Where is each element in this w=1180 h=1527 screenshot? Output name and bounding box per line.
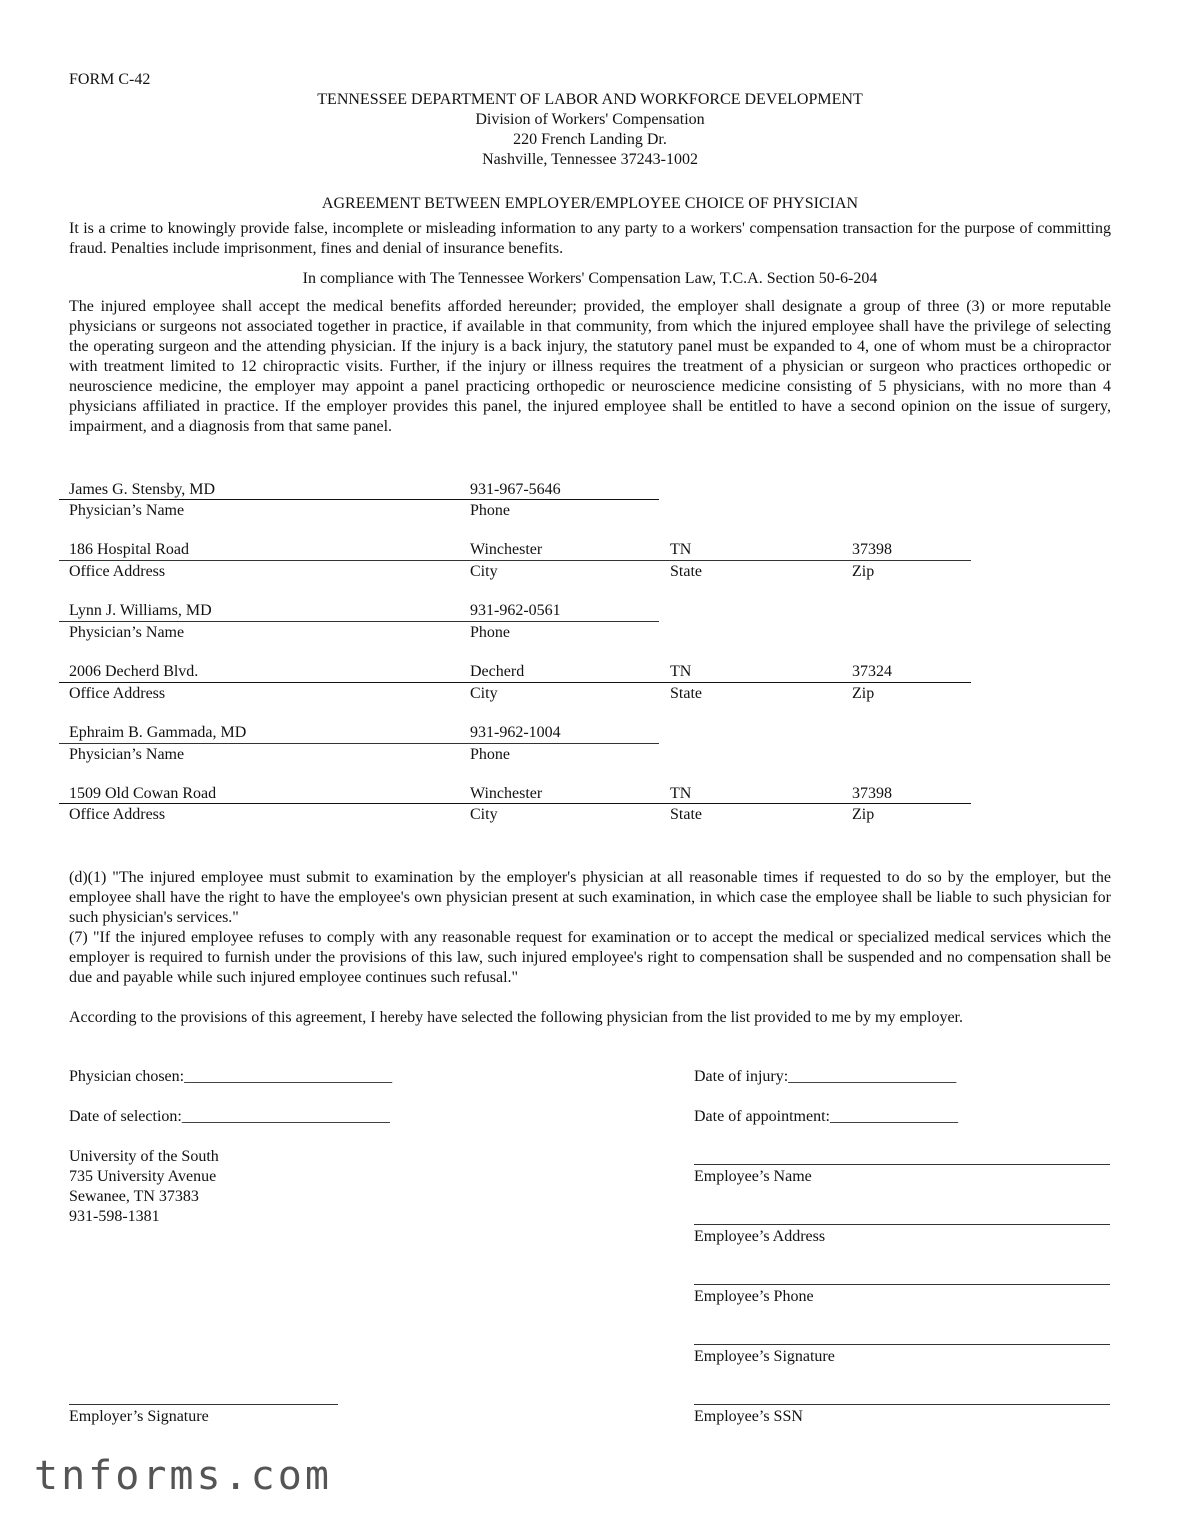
zip-label: Zip [852,806,875,823]
office-address-label: Office Address [69,806,166,823]
department-city-line: Nashville, Tennessee 37243-1002 [482,151,698,168]
zip-value: 37398 [852,541,892,558]
physician-chosen-field[interactable]: Physician chosen:__________________________ [69,1068,393,1085]
employee-name-label: Employee’s Name [694,1168,812,1185]
city-label: City [470,685,498,702]
statute-d1: (d)(1) "The injured employee must submit to examination by the employer's physician at all reasonable times if requested to do so by the employer, but the employee shall have the right to have the employee's own physician present at such examination, in which case the employee shall be liable to such physician for such physician's services." [69,869,1111,926]
city-value: Decherd [470,663,525,680]
zip-label: Zip [852,563,875,580]
department-name: TENNESSEE DEPARTMENT OF LABOR AND WORKFORCE DEVELOPMENT [317,91,863,108]
employee-address-label: Employee’s Address [694,1228,826,1245]
name-phone-rule [59,743,659,744]
city-value: Winchester [470,541,543,558]
department-street: 220 French Landing Dr. [513,131,667,148]
fraud-warning: It is a crime to knowingly provide false, incomplete or misleading information to any party to a workers' compensation transaction for the purpose of committing fraud. Penalties include imprisonment, fines and denial of insurance benefits. [69,220,1111,257]
compliance-line: In compliance with The Tennessee Workers' Compensation Law, T.C.A. Section 50-6-204 [302,270,878,287]
name-phone-rule [59,621,659,622]
employer-name: University of the South [69,1148,219,1165]
employee-signature-line[interactable] [694,1344,1110,1345]
physician-name-label: Physician’s Name [69,624,185,641]
physician-name-value: Ephraim B. Gammada, MD [69,724,247,741]
employee-signature-label: Employee’s Signature [694,1348,835,1365]
agreement-title: AGREEMENT BETWEEN EMPLOYER/EMPLOYEE CHOICE OF PHYSICIAN [321,195,859,212]
zip-label: Zip [852,685,875,702]
date-of-appointment-field[interactable]: Date of appointment:________________ [694,1108,958,1125]
physician-phone-value: 931-967-5646 [470,481,561,498]
state-value: TN [670,663,692,680]
address-rule [59,560,971,561]
office-address-value: 1509 Old Cowan Road [69,785,217,802]
phone-label: Phone [470,624,510,641]
state-label: State [670,806,702,823]
office-address-value: 186 Hospital Road [69,541,189,558]
employee-ssn-line[interactable] [694,1404,1110,1405]
division-name: Division of Workers' Compensation [475,111,705,128]
physician-name-label: Physician’s Name [69,502,185,519]
date-of-injury-field[interactable]: Date of injury:_____________________ [694,1068,957,1085]
employee-phone-label: Employee’s Phone [694,1288,814,1305]
state-value: TN [670,541,692,558]
city-value: Winchester [470,785,543,802]
employer-signature-label: Employer’s Signature [69,1408,209,1425]
intro-paragraph: The injured employee shall accept the medical benefits afforded hereunder; provided, the employer shall designate a group of three (3) or more reputable physicians or surgeons not associated together in practice, if available in that community, from which the injured employee shall have the privilege of selecting the operating surgeon and the attending physician. If the injury is a back injury, the statutory panel must be expanded to 4, one of whom must be a chiropractor with treatment limited to 12 chiropractic visits. Further, if the injury or illness requires the treatment of a physician or surgeon who practices orthopedic or neuroscience medicine, the employer may appoint a panel practicing orthopedic or neuroscience medicine consisting of 5 physicians, with no more than 4 physicians affiliated in practice. If the employer provides this panel, the injured employee shall be entitled to have a second opinion on the issue of surgery, impairment, and a diagnosis from that same panel. [69,298,1111,435]
physician-name-value: James G. Stensby, MD [69,481,216,498]
employee-ssn-label: Employee’s SSN [694,1408,803,1425]
zip-value: 37324 [852,663,892,680]
employer-signature-line[interactable] [69,1404,338,1405]
employer-street: 735 University Avenue [69,1168,217,1185]
name-phone-rule [59,499,659,500]
form-id: FORM C-42 [69,71,151,88]
address-rule [59,803,971,804]
physician-name-label: Physician’s Name [69,746,185,763]
employee-address-line[interactable] [694,1224,1110,1225]
employer-phone: 931-598-1381 [69,1208,160,1225]
phone-label: Phone [470,502,510,519]
physician-phone-value: 931-962-1004 [470,724,561,741]
state-label: State [670,563,702,580]
selection-statement: According to the provisions of this agreement, I hereby have selected the following physician from the list provided to me by my employer. [69,1009,963,1026]
site-watermark: tnforms.com [34,1453,332,1499]
employer-city-line: Sewanee, TN 37383 [69,1188,199,1205]
office-address-label: Office Address [69,685,166,702]
state-label: State [670,685,702,702]
physician-name-value: Lynn J. Williams, MD [69,602,212,619]
state-value: TN [670,785,692,802]
statute-7: (7) "If the injured employee refuses to comply with any reasonable request for examination or to accept the medical or specialized medical services which the employer is required to furnish under the provisions of this law, such injured employee's right to compensation shall be suspended and no compensation shall be due and payable while such injured employee continues such refusal." [69,929,1111,986]
city-label: City [470,563,498,580]
city-label: City [470,806,498,823]
office-address-label: Office Address [69,563,166,580]
date-of-selection-field[interactable]: Date of selection:__________________________ [69,1108,390,1125]
zip-value: 37398 [852,785,892,802]
employee-name-line[interactable] [694,1164,1110,1165]
physician-phone-value: 931-962-0561 [470,602,561,619]
employee-phone-line[interactable] [694,1284,1110,1285]
office-address-value: 2006 Decherd Blvd. [69,663,199,680]
address-rule [59,682,971,683]
phone-label: Phone [470,746,510,763]
